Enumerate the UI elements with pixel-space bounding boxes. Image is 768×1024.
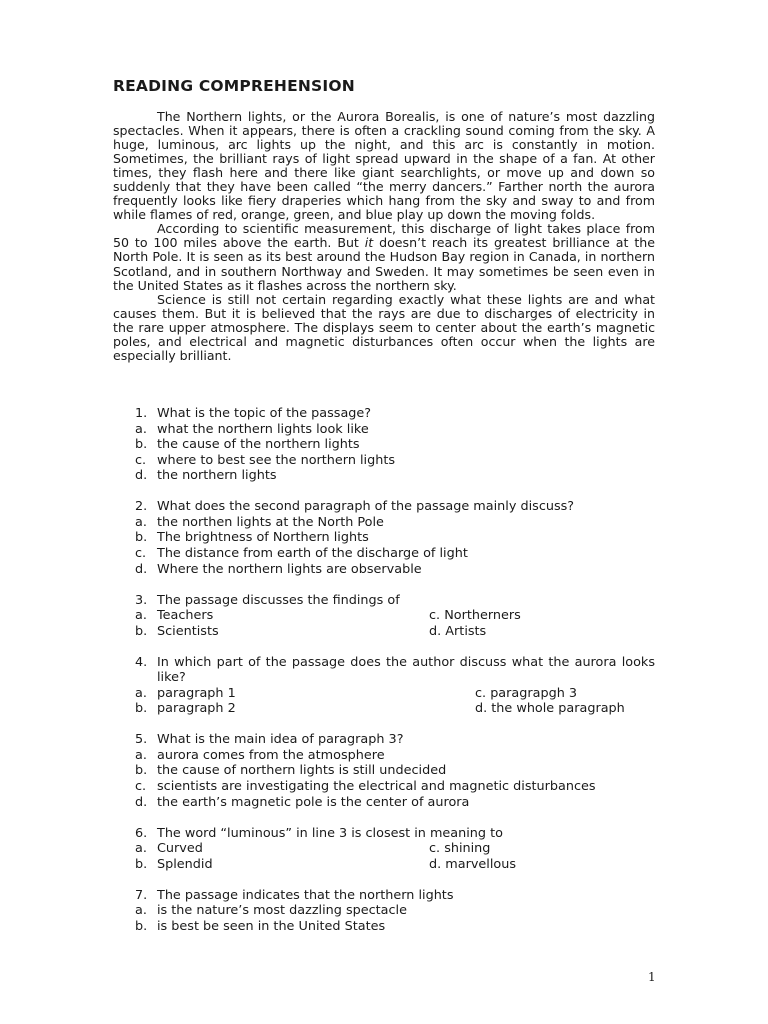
option-text: the earth’s magnetic pole is the center of aurora — [157, 794, 470, 810]
option-a — [113, 686, 475, 702]
question-6 — [113, 826, 655, 873]
reading-passage — [113, 110, 655, 363]
page-title: READING COMPREHENSION — [113, 77, 355, 95]
option-text: Splendid — [157, 856, 213, 872]
passage-paragraph-2 — [113, 222, 655, 292]
option-text: Artists — [445, 623, 487, 639]
option-b — [113, 857, 429, 873]
passage-paragraph-3: Science is still not certain regarding exactly what these lights are and what causes them. But it is believed that the rays are due to discharges of electricity in the rare upper atmosphere. The displays seem to center about the earth’s magnetic poles, and electrical and magnetic disturbances often occur when the lights are especially brilliant. — [113, 291, 655, 363]
option-text: The brightness of Northern lights — [157, 530, 369, 546]
option-b — [113, 530, 655, 546]
question-number: 5. — [135, 732, 148, 748]
question-number: 7. — [135, 887, 148, 903]
page-number: 1 — [648, 970, 656, 984]
option-letter: d. — [135, 468, 148, 484]
option-letter: c. — [429, 608, 441, 624]
option-letter: d. — [475, 701, 488, 717]
option-text: what the northern lights look like — [157, 421, 369, 437]
option-letter: b. — [135, 763, 148, 779]
option-c — [429, 608, 521, 624]
option-letter: b. — [135, 701, 148, 717]
option-text: Scientists — [157, 623, 219, 639]
option-letter: d. — [135, 794, 148, 810]
question-text: The word “luminous” in line 3 is closest in meaning to — [157, 825, 503, 841]
option-a — [113, 903, 655, 919]
option-letter: a. — [135, 685, 147, 701]
option-text: Curved — [157, 841, 203, 857]
option-letter: b. — [135, 918, 148, 934]
option-letter: a. — [135, 421, 147, 437]
option-d — [113, 795, 655, 811]
question-1 — [113, 406, 655, 484]
option-a — [113, 841, 429, 857]
question-3 — [113, 593, 655, 640]
question-text: The passage indicates that the northern lights — [157, 887, 454, 903]
passage-paragraph-1: The Northern lights, or the Aurora Borealis, is one of nature’s most dazzling spectacles. When it appears, there is often a crackling sound coming from the sky. A huge, luminous, arc lights up the night, and this arc is constantly in motion. Sometimes, the brilliant rays of light spread upward in the shape of a fan. At other times, they flash here and there like giant searchlights, or move up and down so suddenly that they have been called “the merry dancers.” Farther north the aurora frequently looks like fiery draperies which hang from the sky and sway to and from while flames of red, orange, green, and blue play up down the moving folds. — [113, 109, 655, 223]
option-letter: c. — [429, 841, 441, 857]
option-letter: a. — [135, 841, 147, 857]
option-letter: d. — [135, 561, 148, 577]
question-7 — [113, 888, 655, 935]
option-letter: b. — [135, 623, 148, 639]
option-b — [113, 437, 655, 453]
option-text: Northerners — [444, 608, 521, 624]
option-text: paragrapgh 3 — [490, 685, 578, 701]
option-text: is the nature’s most dazzling spectacle — [157, 903, 407, 919]
option-letter: a. — [135, 747, 147, 763]
option-d — [475, 701, 625, 717]
option-a — [113, 422, 655, 438]
option-letter: b. — [135, 530, 148, 546]
option-letter: a. — [135, 514, 147, 530]
option-text: The distance from earth of the discharge of light — [157, 546, 468, 562]
question-5 — [113, 732, 655, 810]
option-letter: d. — [429, 856, 442, 872]
option-c — [429, 841, 490, 857]
option-text: the cause of the northern lights — [157, 437, 360, 453]
option-text: paragraph 2 — [157, 701, 236, 717]
option-letter: b. — [135, 856, 148, 872]
option-letter: a. — [135, 903, 147, 919]
option-text: shining — [444, 841, 491, 857]
option-a — [113, 608, 429, 624]
option-text: the cause of northern lights is still undecided — [157, 763, 447, 779]
option-text: is best be seen in the United States — [157, 918, 386, 934]
option-d — [113, 562, 655, 578]
question-4 — [113, 655, 655, 717]
question-text: What is the main idea of paragraph 3? — [157, 732, 404, 748]
question-list — [113, 406, 655, 950]
option-letter: c. — [135, 779, 147, 795]
passage-paragraph-2-text-end: doesn’t reach its greatest brilliance at the North Pole. It is seen as its best around the Hudson Bay region in Canada, in northern Scotland, and in southern Northway and Sweden. It may sometimes be seen even in the United States as it flashes across the northern sky. — [113, 235, 655, 293]
option-d — [113, 468, 655, 484]
option-letter: c. — [475, 685, 487, 701]
question-number: 2. — [135, 499, 148, 515]
option-c — [113, 779, 655, 795]
question-number: 4. — [135, 654, 148, 670]
option-letter: d. — [429, 623, 442, 639]
question-2 — [113, 499, 655, 577]
option-text: the whole paragraph — [491, 701, 625, 717]
question-number: 1. — [135, 406, 148, 421]
option-text: Where the northern lights are observable — [157, 561, 422, 577]
option-c — [113, 453, 655, 469]
option-text: scientists are investigating the electrical and magnetic disturbances — [157, 779, 596, 795]
option-b — [113, 624, 429, 640]
option-b — [113, 919, 655, 935]
question-text: In which part of the passage does the author discuss what the aurora looks like? — [157, 654, 655, 686]
option-text: marvellous — [445, 856, 517, 872]
option-letter: c. — [135, 546, 147, 562]
option-letter: c. — [135, 452, 147, 468]
option-text: aurora comes from the atmosphere — [157, 747, 385, 763]
option-text: where to best see the northern lights — [157, 452, 396, 468]
option-b — [113, 701, 475, 717]
option-c — [113, 546, 655, 562]
option-a — [113, 515, 655, 531]
question-number: 3. — [135, 592, 148, 608]
option-d — [429, 624, 486, 640]
option-c — [475, 686, 577, 702]
passage-italic-word: it — [364, 235, 374, 251]
question-text: What does the second paragraph of the passage mainly discuss? — [157, 499, 575, 515]
option-b — [113, 763, 655, 779]
option-text: paragraph 1 — [157, 685, 236, 701]
question-number: 6. — [135, 825, 148, 841]
option-text: the northern lights — [157, 468, 277, 484]
option-text: the northen lights at the North Pole — [157, 514, 384, 530]
option-text: Teachers — [157, 608, 214, 624]
question-text: What is the topic of the passage? — [157, 406, 372, 421]
question-text: The passage discusses the findings of — [157, 592, 400, 608]
option-a — [113, 748, 655, 764]
option-letter: b. — [135, 437, 148, 453]
option-d — [429, 857, 516, 873]
option-letter: a. — [135, 608, 147, 624]
passage-paragraph-2-text: According to scientific measurement, this discharge of light takes place from 50 to 100 miles above the earth. But — [113, 221, 655, 251]
